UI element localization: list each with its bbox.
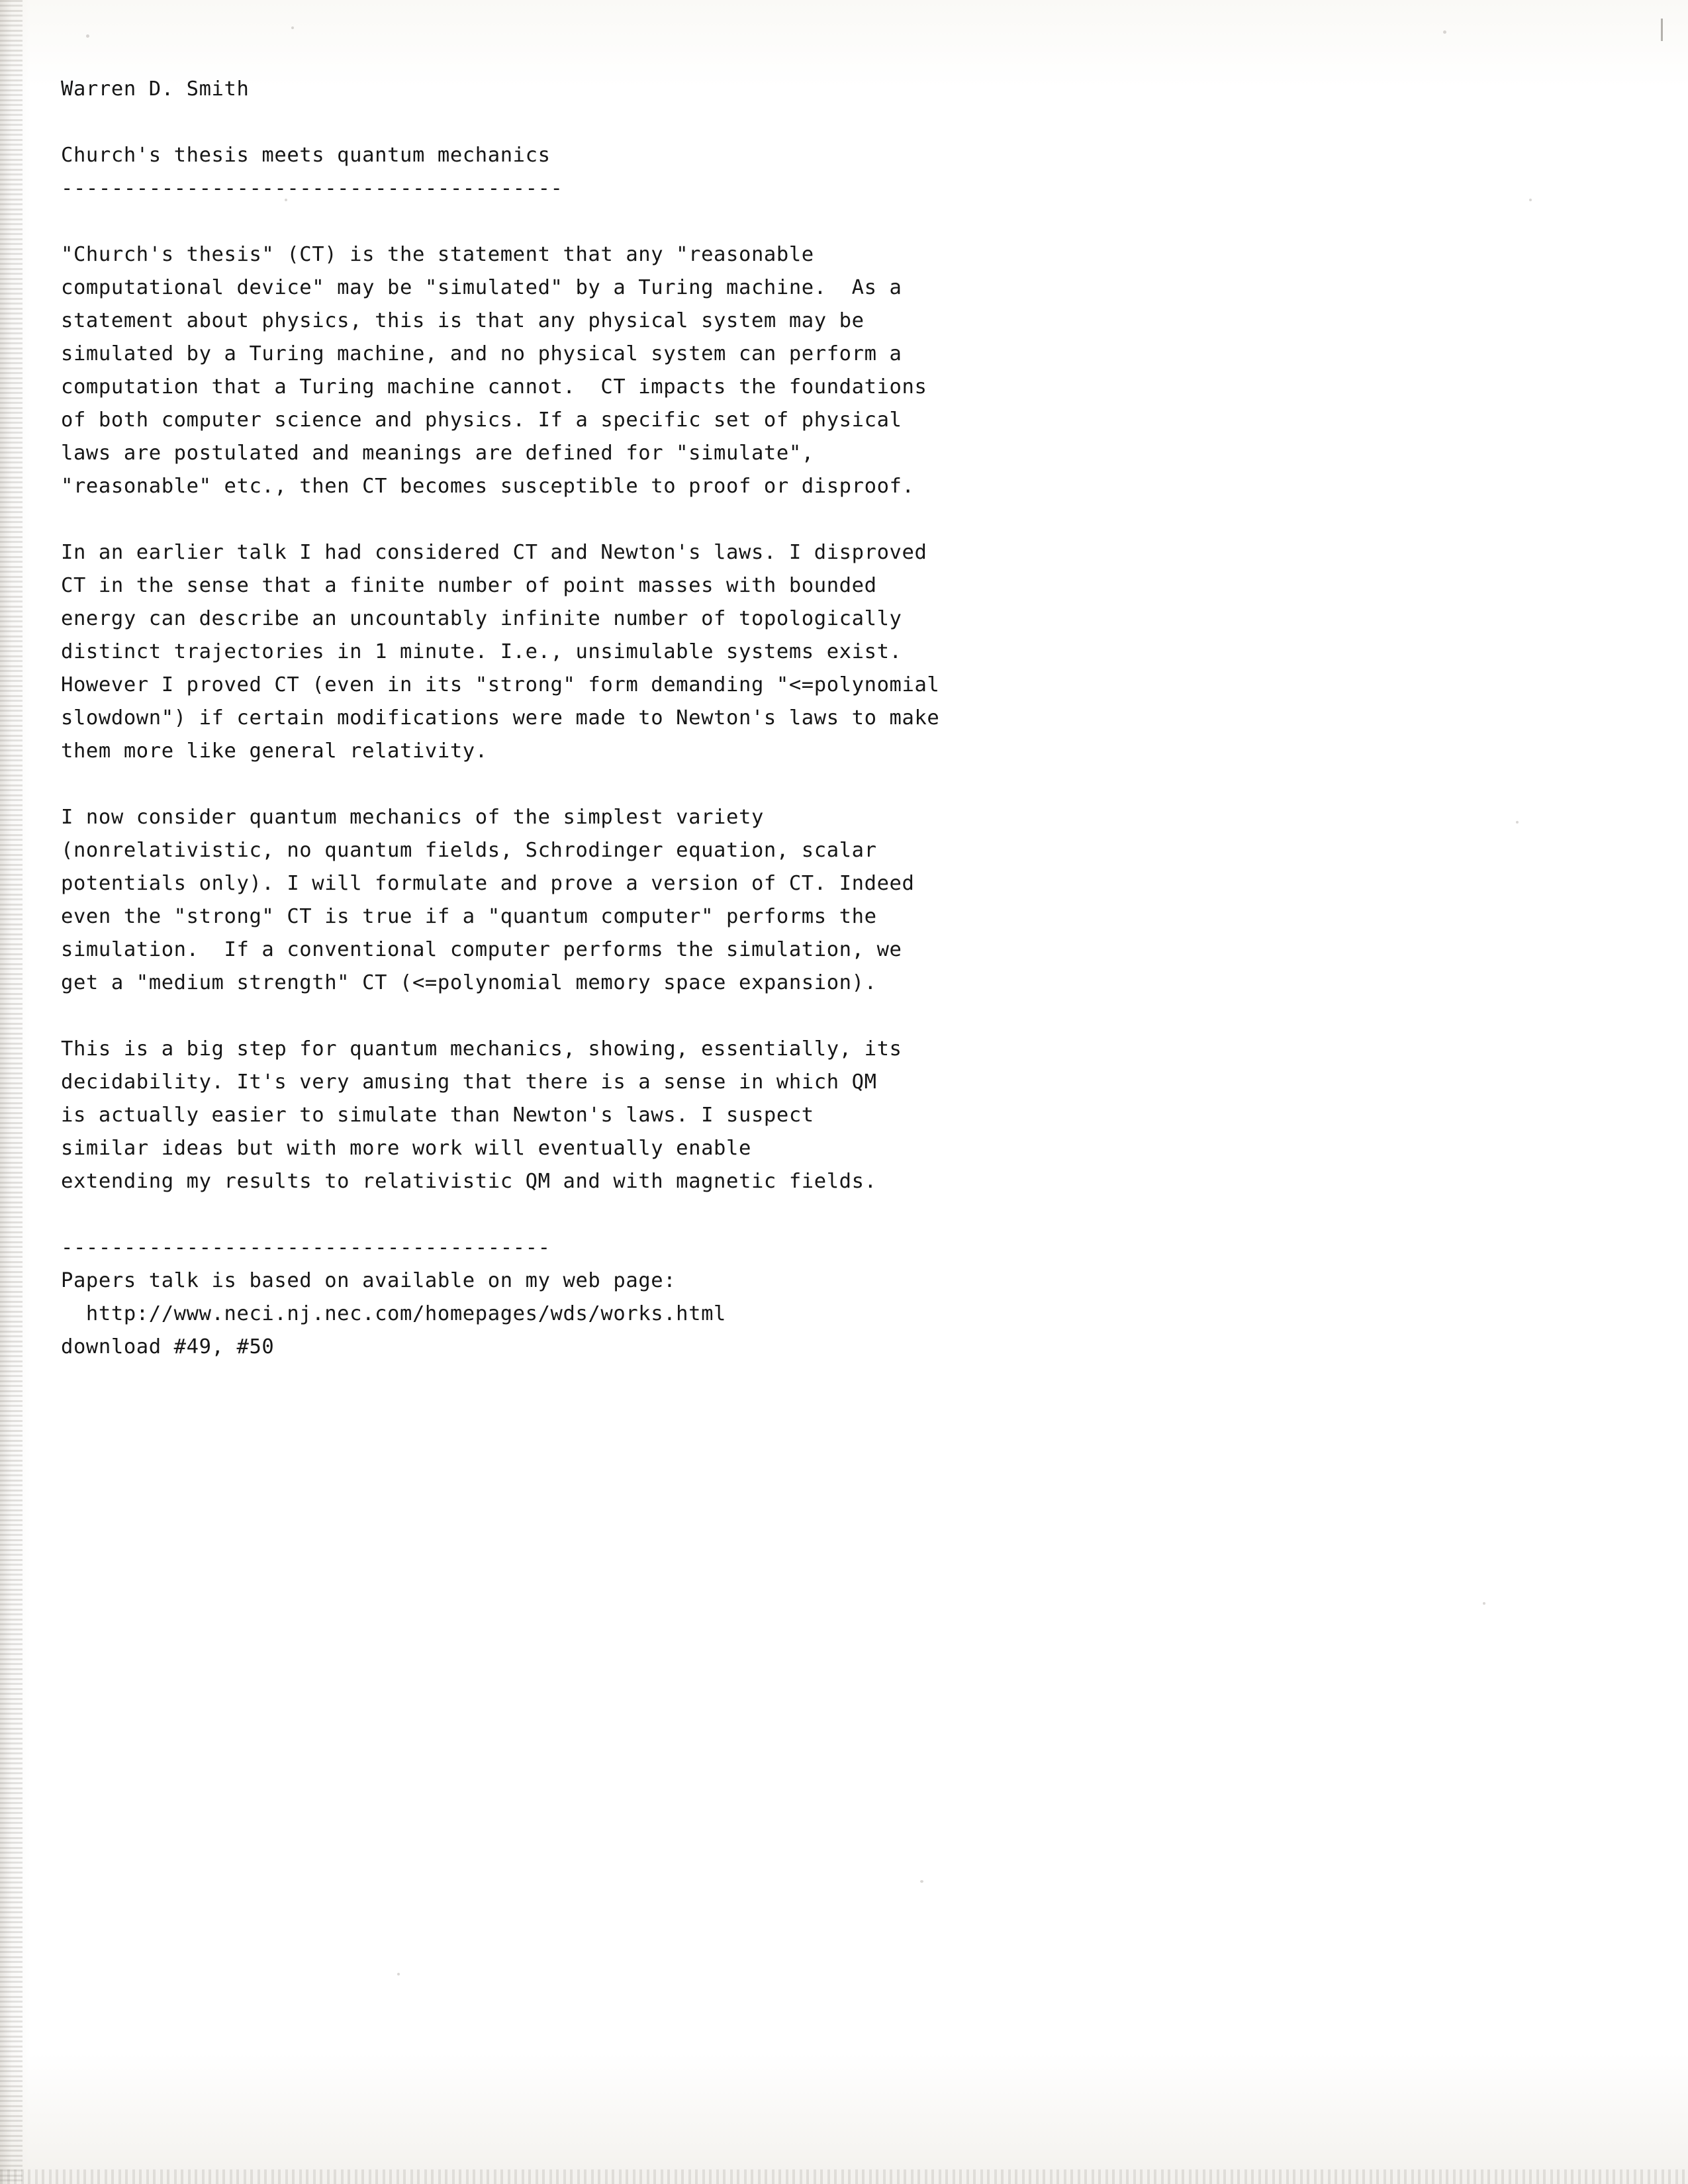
scan-speck — [397, 1973, 400, 1975]
scan-speck — [920, 1880, 923, 1883]
text-line: However I proved CT (even in its "strong" form demanding "<=polynomial — [61, 673, 940, 696]
text-line: statement about physics, this is that any physical system may be — [61, 309, 865, 332]
spacer — [61, 503, 1517, 536]
text-line: is actually easier to simulate than Newton's laws. I suspect — [61, 1104, 814, 1127]
text-line: extending my results to relativistic QM and with magnetic fields. — [61, 1170, 877, 1193]
paragraph-2 — [61, 536, 1517, 768]
scan-speck — [1443, 30, 1446, 34]
title-underline-rule: ---------------------------------------- — [61, 177, 563, 200]
spacer — [61, 1198, 1517, 1231]
download-references: download #49, #50 — [61, 1335, 275, 1358]
text-line: simulation. If a conventional computer performs the simulation, we — [61, 938, 902, 961]
text-line: similar ideas but with more work will eventually enable — [61, 1137, 751, 1160]
text-line: (nonrelativistic, no quantum fields, Schrodinger equation, scalar — [61, 839, 877, 862]
text-line: "reasonable" etc., then CT becomes susceptible to proof or disproof. — [61, 475, 915, 498]
scan-speck — [1529, 199, 1532, 201]
spacer — [61, 768, 1517, 801]
text-line: slowdown") if certain modifications were made to Newton's laws to make — [61, 706, 940, 730]
text-line: potentials only). I will formulate and prove a version of CT. Indeed — [61, 872, 915, 895]
text-line: laws are postulated and meanings are defined for "simulate", — [61, 442, 814, 465]
spacer — [61, 1000, 1517, 1033]
paragraph-1 — [61, 238, 1517, 503]
text-line: them more like general relativity. — [61, 739, 488, 763]
text-line: In an earlier talk I had considered CT and Newton's laws. I disproved — [61, 541, 927, 564]
page-corner-mark — [1661, 19, 1663, 41]
text-line: This is a big step for quantum mechanics, showing, essentially, its — [61, 1037, 902, 1061]
paragraph-3 — [61, 801, 1517, 1000]
scan-speck — [86, 34, 89, 38]
page-left-edge-artifact — [0, 0, 23, 2184]
spacer — [61, 205, 1517, 238]
text-line: even the "strong" CT is true if a "quantum computer" performs the — [61, 905, 877, 928]
scan-speck — [1483, 1602, 1485, 1605]
document-title: Church's thesis meets quantum mechanics — [61, 144, 551, 167]
text-line: I now consider quantum mechanics of the simplest variety — [61, 806, 764, 829]
text-line: energy can describe an uncountably infinite number of topologically — [61, 607, 902, 630]
page-bottom-edge-artifact — [0, 2169, 1688, 2184]
text-line: distinct trajectories in 1 minute. I.e., unsimulable systems exist. — [61, 640, 902, 663]
text-line: computation that a Turing machine cannot. CT impacts the foundations — [61, 375, 927, 399]
text-line: of both computer science and physics. If a specific set of physical — [61, 408, 902, 432]
footer-intro-line: Papers talk is based on available on my web page: — [61, 1269, 677, 1292]
text-line: get a "medium strength" CT (<=polynomial memory space expansion). — [61, 971, 877, 994]
text-line: CT in the sense that a finite number of point masses with bounded — [61, 574, 877, 597]
author-line: Warren D. Smith — [61, 77, 250, 101]
paragraph-4 — [61, 1033, 1517, 1198]
text-line: computational device" may be "simulated" by a Turing machine. As a — [61, 276, 902, 299]
document-body — [61, 73, 1517, 1364]
text-line: "Church's thesis" (CT) is the statement that any "reasonable — [61, 243, 814, 266]
scan-speck — [291, 26, 294, 29]
footer-rule: --------------------------------------- — [61, 1236, 551, 1259]
text-line: simulated by a Turing machine, and no physical system can perform a — [61, 342, 902, 365]
web-page-url[interactable]: http://www.neci.nj.nec.com/homepages/wds/works.html — [61, 1302, 727, 1325]
text-line: decidability. It's very amusing that there is a sense in which QM — [61, 1070, 877, 1094]
spacer — [61, 106, 1517, 139]
